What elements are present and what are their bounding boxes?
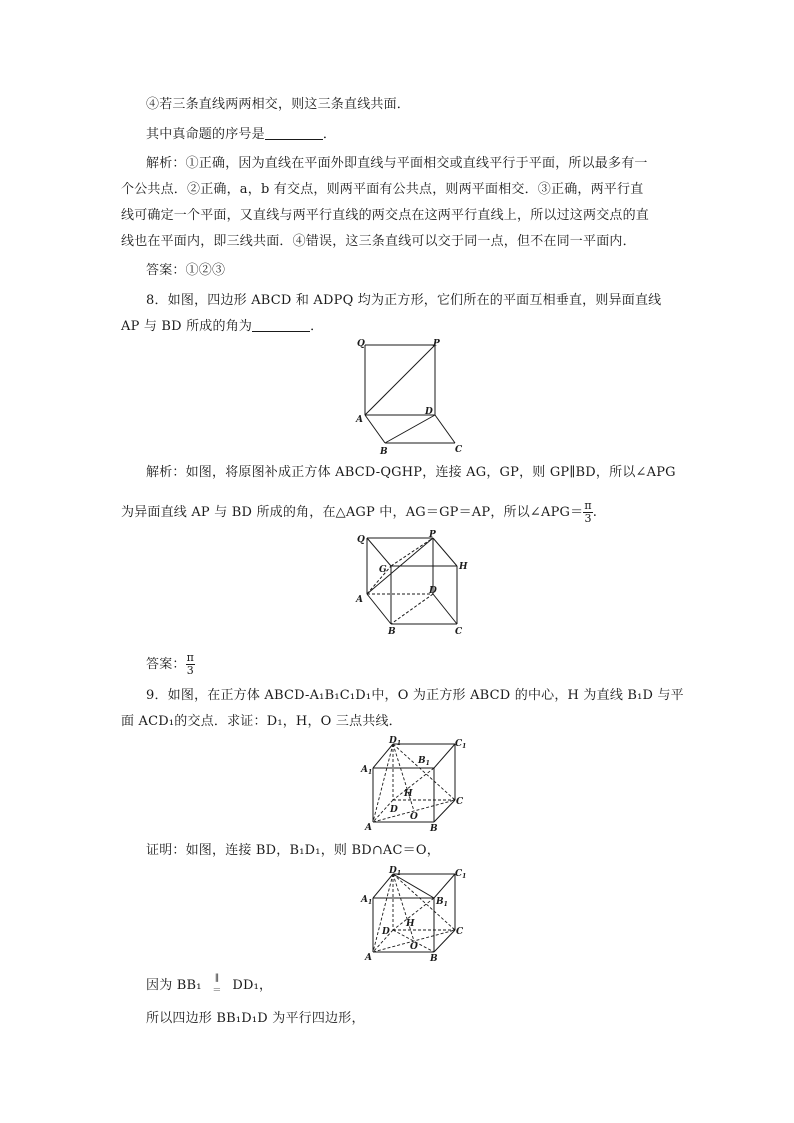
label-d1: $D_1$ [389, 866, 401, 877]
answer-value: ①②③ [185, 263, 226, 278]
fraction-numerator: π [186, 651, 195, 664]
proof-line: 证明：如图，连接 BD，B₁D₁，则 BD∩AC＝O， [146, 843, 440, 858]
label-d: D [382, 927, 390, 937]
fraction-numerator: π [584, 499, 592, 512]
label-q: Q [357, 535, 365, 545]
answer-blank [265, 127, 323, 140]
figure-cube-proof [360, 866, 465, 962]
fraction-pi-over-3 [583, 500, 592, 525]
label-o: O [410, 812, 418, 822]
question-prompt-text: 其中真命题的序号是 [146, 127, 265, 142]
label-c: C [455, 445, 463, 455]
figure-cube-qghp [355, 532, 470, 637]
question-9-stem: 9．如图，在正方体 ABCD-A₁B₁C₁D₁中，O 为正方形 ABCD 的中心，H 为直线 B₁D 与平 [146, 688, 684, 703]
label-b: B [380, 447, 388, 457]
label-c1: $C_1$ [455, 869, 467, 880]
proof-text-b: DD₁， [232, 978, 273, 993]
solution-line: 线也在平面内，即三线共面．④错误，这三条直线可以交于同一点，但不在同一平面内． [121, 234, 636, 249]
solution-line-with-fraction [121, 500, 597, 525]
question-9-stem-2: 面 ACD₁的交点．求证：D₁，H，O 三点共线． [121, 714, 402, 729]
label-h: H [406, 919, 415, 929]
label-h: H [459, 562, 468, 572]
label-b: B [430, 824, 438, 834]
label-a: A [356, 595, 363, 605]
solution-line: 个公共点．②正确，a，b 有交点，则两平面有公共点，则两平面相交．③正确，两平行直 [121, 182, 644, 197]
label-b: B [388, 627, 396, 637]
label-b: B [430, 954, 438, 964]
label-p: P [429, 530, 436, 540]
label-q: Q [357, 339, 365, 349]
question-prompt [146, 126, 336, 144]
question-8-stem-end: ． [310, 319, 324, 334]
proof-line: 所以四边形 BB₁D₁D 为平行四边形， [146, 1011, 365, 1026]
label-c1: $C_1$ [455, 739, 467, 750]
figure-squares [355, 340, 465, 455]
fraction-denominator: 3 [584, 512, 592, 525]
question-prompt-end: ． [322, 127, 337, 142]
equal-mark: ＝ [212, 985, 222, 996]
label-a: A [356, 415, 363, 425]
answer-label: 答案： [146, 657, 186, 672]
answer-line [146, 652, 195, 677]
answer-fraction [186, 652, 195, 677]
label-a1: $A_1$ [361, 895, 373, 906]
statement-4: ④若三条直线两两相交，则这三条直线共面． [146, 97, 411, 112]
solution-line: 解析：①正确，因为直线在平面外即直线与平面相交或直线平行于平面，所以最多有一 [146, 156, 648, 171]
parallel-mark: ∥ [214, 973, 220, 984]
label-a: A [365, 953, 372, 963]
solution-line: 线可确定一个平面，又直线与两平行直线的两交点在这两平行直线上，所以过这两交点的直 [121, 208, 650, 223]
fraction-denominator: 3 [186, 664, 194, 677]
label-a: A [365, 823, 372, 833]
answer-blank [252, 319, 310, 332]
label-c: C [455, 627, 463, 637]
question-8-stem: 8．如图，四边形 ABCD 和 ADPQ 均为正方形，它们所在的平面互相垂直，则异面直线 [146, 293, 662, 308]
solution-text: 为异面直线 AP 与 BD 所成的角，在△AGP 中，AG＝GP＝AP，所以∠APG＝ [121, 505, 584, 520]
proof-line-parallel-equal [146, 973, 273, 996]
label-d: D [425, 407, 433, 417]
label-b1: $B_1$ [436, 897, 448, 908]
label-d: D [429, 586, 437, 596]
label-d1: $D_1$ [389, 736, 401, 747]
proof-text-a: 因为 BB₁ [146, 978, 202, 993]
figure-cube-h-o [360, 736, 465, 832]
label-o: O [410, 942, 418, 952]
label-b1: $B_1$ [418, 756, 430, 767]
solution-line: 解析：如图，将原图补成正方体 ABCD-QGHP，连接 AG，GP，则 GP∥BD，所以∠APG [146, 465, 676, 480]
parallel-equal-symbol [210, 973, 224, 996]
solution-end: . [592, 505, 598, 520]
label-d: D [390, 805, 398, 815]
question-8-stem-2 [121, 318, 323, 336]
label-a1: $A_1$ [361, 765, 373, 776]
label-g: G [379, 565, 387, 575]
answer-line [146, 262, 225, 280]
label-h: H [404, 789, 413, 799]
label-p: P [433, 339, 440, 349]
label-c: C [456, 927, 464, 937]
answer-label: 答案： [146, 263, 186, 278]
label-c: C [456, 797, 464, 807]
question-8-stem-text: AP 与 BD 所成的角为 [121, 319, 253, 334]
